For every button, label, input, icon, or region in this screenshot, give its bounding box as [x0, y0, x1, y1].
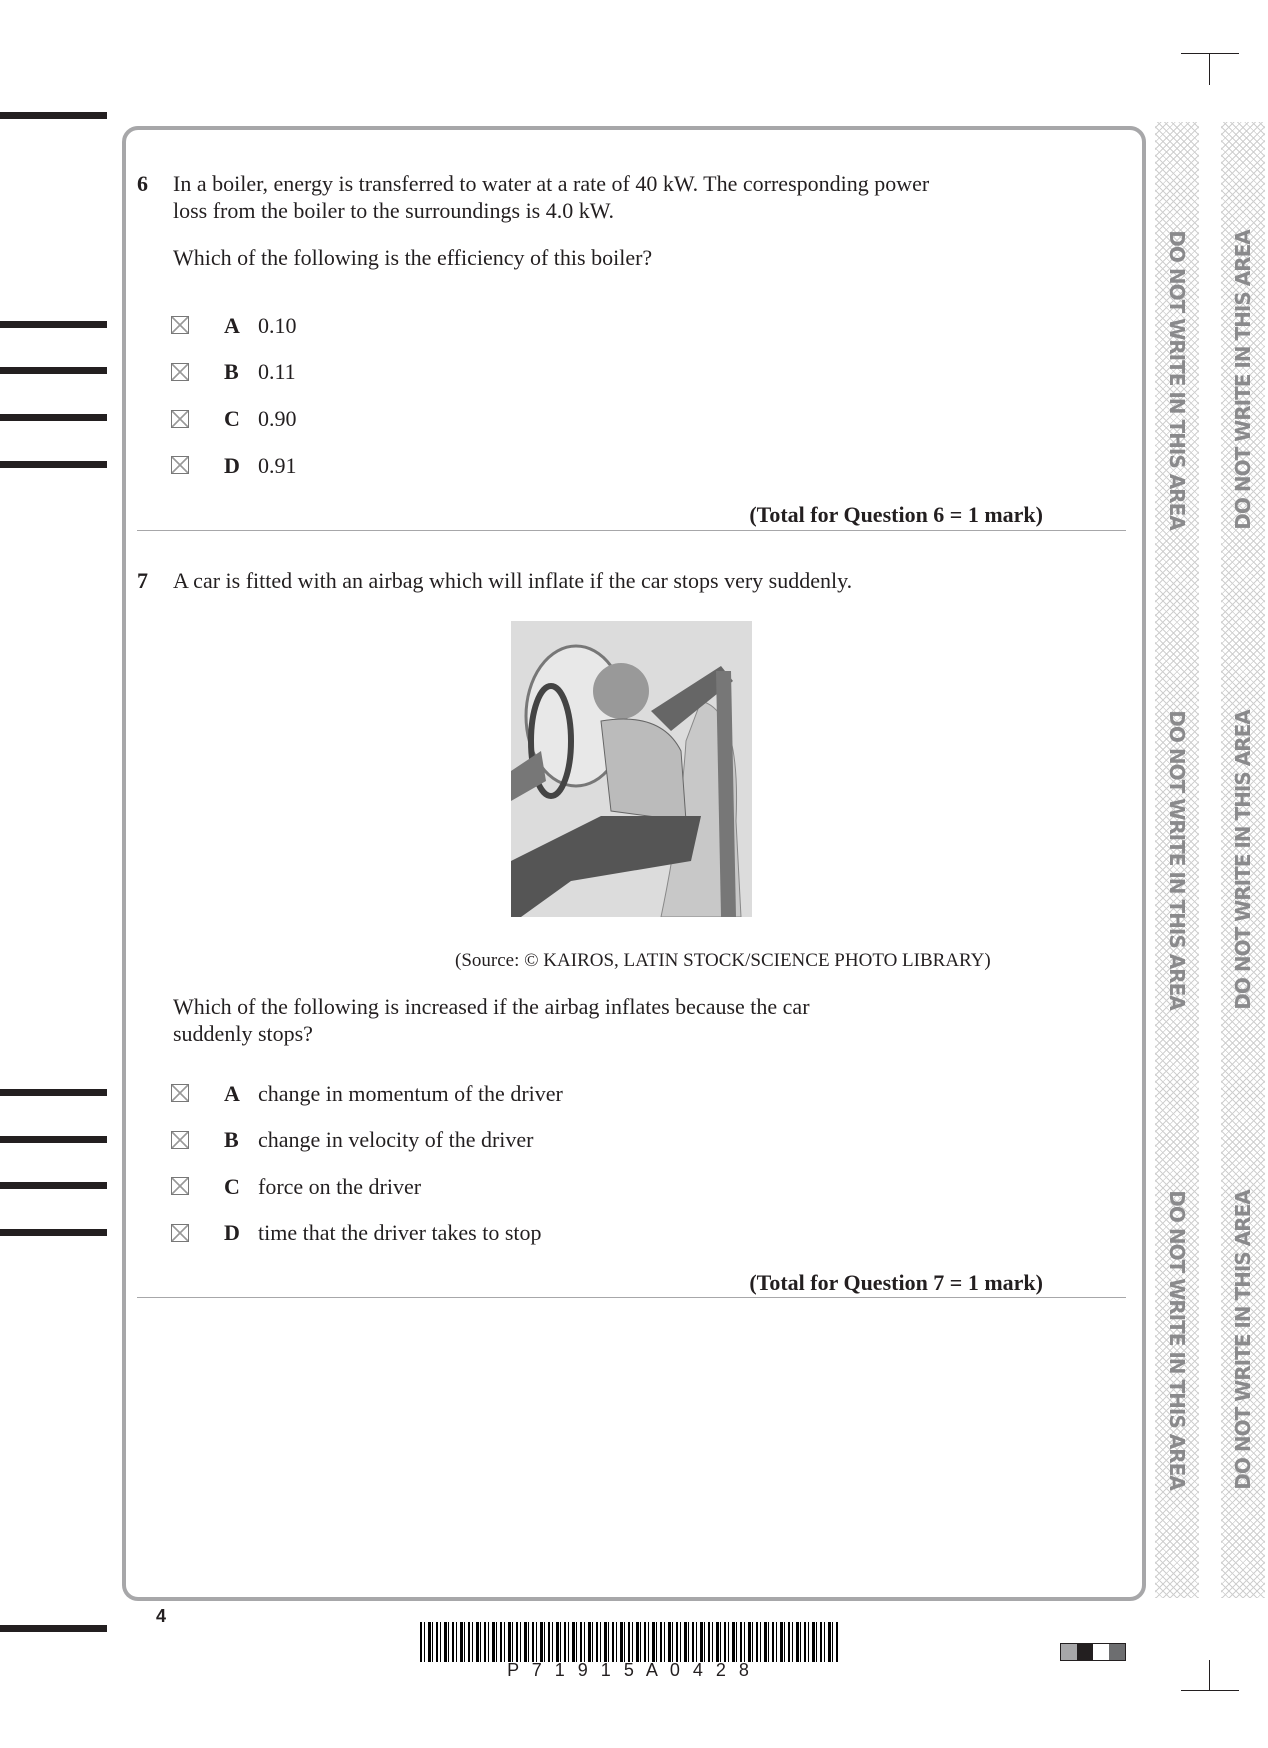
option-letter: C	[224, 406, 240, 431]
barcode	[420, 1622, 840, 1662]
question-prompt: Which of the following is increased if the airbag inflates because the car	[173, 994, 810, 1019]
question-total: (Total for Question 7 = 1 mark)	[749, 1270, 1043, 1295]
crop-mark	[1181, 1690, 1239, 1691]
checkbox[interactable]	[171, 1177, 189, 1195]
margin-bar	[0, 1182, 107, 1189]
checkbox[interactable]	[171, 316, 189, 334]
margin-bar	[0, 1229, 107, 1236]
margin-bar	[0, 1089, 107, 1096]
question-text: loss from the boiler to the surroundings is 4.0 kW.	[173, 198, 614, 223]
margin-bar	[0, 461, 107, 468]
question-prompt: suddenly stops?	[173, 1021, 313, 1046]
option-text: change in momentum of the driver	[258, 1081, 563, 1106]
checkbox[interactable]	[171, 1224, 189, 1242]
margin-bar	[0, 1136, 107, 1143]
barcode-text: P 7 1 9 1 5 A 0 4 2 8	[507, 1660, 753, 1680]
option-letter: B	[224, 1127, 239, 1152]
option-letter: A	[224, 1081, 240, 1106]
page-number: 4	[156, 1606, 167, 1626]
checkbox[interactable]	[171, 363, 189, 381]
divider	[137, 530, 1126, 531]
option-text: 0.11	[258, 359, 296, 384]
margin-bar	[0, 112, 107, 119]
option-letter: A	[224, 313, 240, 338]
option-letter: D	[224, 453, 240, 478]
margin-warning: DO NOT WRITE IN THIS AREA	[1231, 710, 1255, 1010]
question-text: A car is fitted with an airbag which will inflate if the car stops very suddenly.	[173, 568, 853, 593]
margin-bar	[0, 367, 107, 374]
checkbox[interactable]	[171, 1131, 189, 1149]
crop-mark	[1209, 53, 1210, 85]
option-text: 0.10	[258, 313, 297, 338]
airbag-illustration	[511, 621, 752, 917]
margin-warning: DO NOT WRITE IN THIS AREA	[1231, 1190, 1255, 1490]
option-text: force on the driver	[258, 1174, 422, 1199]
question-number: 7	[137, 568, 148, 593]
divider	[137, 1297, 1126, 1298]
margin-bar	[0, 414, 107, 421]
option-letter: C	[224, 1174, 240, 1199]
image-source: (Source: © KAIROS, LATIN STOCK/SCIENCE PHOTO LIBRARY)	[455, 950, 991, 971]
question-total: (Total for Question 6 = 1 mark)	[749, 502, 1043, 527]
question-number: 6	[137, 171, 148, 196]
crop-mark	[1209, 1660, 1210, 1690]
margin-warning: DO NOT WRITE IN THIS AREA	[1165, 230, 1189, 530]
margin-warning: DO NOT WRITE IN THIS AREA	[1231, 230, 1255, 530]
question-text: In a boiler, energy is transferred to water at a rate of 40 kW. The corresponding power	[173, 171, 930, 196]
margin-bar	[0, 1625, 107, 1632]
option-text: 0.90	[258, 406, 297, 431]
option-letter: B	[224, 359, 239, 384]
checkbox[interactable]	[171, 1084, 189, 1102]
checkbox[interactable]	[171, 456, 189, 474]
margin-warning: DO NOT WRITE IN THIS AREA	[1165, 710, 1189, 1010]
option-letter: D	[224, 1220, 240, 1245]
margin-warning: DO NOT WRITE IN THIS AREA	[1165, 1190, 1189, 1490]
checkbox[interactable]	[171, 410, 189, 428]
option-text: change in velocity of the driver	[258, 1127, 534, 1152]
crop-mark	[1181, 53, 1239, 54]
question-prompt: Which of the following is the efficiency of this boiler?	[173, 245, 653, 270]
option-text: time that the driver takes to stop	[258, 1220, 542, 1245]
margin-bar	[0, 321, 107, 328]
option-text: 0.91	[258, 453, 297, 478]
color-registration-marks	[1060, 1643, 1126, 1661]
